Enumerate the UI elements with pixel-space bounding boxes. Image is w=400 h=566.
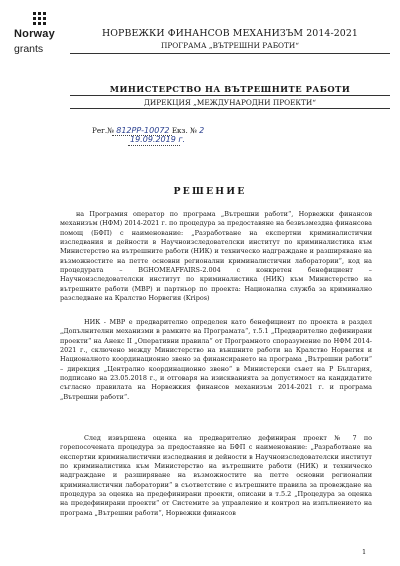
- page-number: 1: [362, 548, 367, 556]
- ministry-divider: [70, 95, 390, 96]
- header-divider: [70, 53, 390, 54]
- header-ministry: МИНИСТЕРСТВО НА ВЪТРЕШНИТЕ РАБОТИ: [109, 84, 351, 94]
- paragraph-2: НИК - МВР е предварително определен като бенефициент по проекта в раздел „Допълнителни механизми в рамките на Програмата“, т.5.1 „Предварително дефинирани проекти“ на Анекс II „Оперативни правила“ от Програмното споразумение по НФМ 2014-2021 г., сключено между Министерство на външните работи на Кралство Норвегия и Националното координационно звено за финансирането на програма „Вътрешни работи“ – дирекция „Централно координационно звено“ в Министерски съвет на Р България, подписано на 23.05.2018 г., и отговаря на изискванията за допустимост на кандидатите съгласно правилата на Норвежкия финансов механизъм 2014-2021 г. и програма „Вътрешни работи“.: [60, 318, 372, 401]
- norway-grants-logo: [14, 12, 64, 64]
- logo-squares-icon: [33, 12, 47, 26]
- copy-label: Екз. №: [171, 126, 197, 135]
- paragraph-3: След извършена оценка на предварително дефиниран проект № 7 по горепосочената процедура за предоставяне на БФП с наименование: „Разработване на експертни криминалистични изследвания и дейности в Научноизследователски институт по криминалистика към Министерство на вътрешните работи (НИК) и техническо надграждане и разширяване на възможностите на петте основни регионални криминалистични лаборатории“ в съответствие с вътрешните правила за провеждане на процедура за оценка на предефинирани проекти, описани в т.5.2 „Процедура за оценка на предефинирани проекти“ от Системите за управление и контрол на изпълнението на програма „Вътрешни работи“, Норвежки финансов: [60, 434, 372, 517]
- header-programme: ПРОГРАМА „ВЪТРЕШНИ РАБОТИ“: [161, 41, 299, 50]
- header-directorate: ДИРЕКЦИЯ „МЕЖДУНАРОДНИ ПРОЕКТИ“: [143, 98, 317, 107]
- logo-subtitle: grants: [14, 43, 44, 55]
- registration-date: 19.09.2019 г.: [130, 135, 186, 144]
- copy-number: 2: [199, 126, 205, 135]
- paragraph-1: на Програмия оператор по програма „Вътрешни работи“, Норвежки финансов механизъм (НФМ) 2014-2021 г. по процедура за предоставяне на безвъзмездна финансова помощ (БФП) с наименование: „Разработване на експертни криминалистични изследвания и дейности в Научноизследователски институт по криминалистика към Министерство на вътрешните работи (НИК) и техническо надграждане и разширяване на възможностите на петте основни регионални криминалистични лаборатории“, код на процедурата – BGHOMEAFFAIRS-2.004 с конкретен бенефициент – Научноизследователски институт по криминалистика (НИК) към Министерство на вътрешните работи (МВР) и партньор по проекта: Национална служба за криминално разследване на Кралство Норвегия (Kripos): [60, 210, 372, 303]
- registration-number: 812РР-10072: [116, 126, 170, 135]
- header-mechanism: НОРВЕЖКИ ФИНАНСОВ МЕХАНИЗЪМ 2014-2021: [101, 28, 358, 39]
- registration-label: Рег.№: [92, 126, 114, 135]
- date-dotted-line: [128, 145, 180, 146]
- registration-line: [92, 126, 204, 135]
- logo-name: Norway: [14, 28, 55, 40]
- directorate-divider: [70, 108, 390, 109]
- document-title: РЕШЕНИЕ: [173, 186, 247, 197]
